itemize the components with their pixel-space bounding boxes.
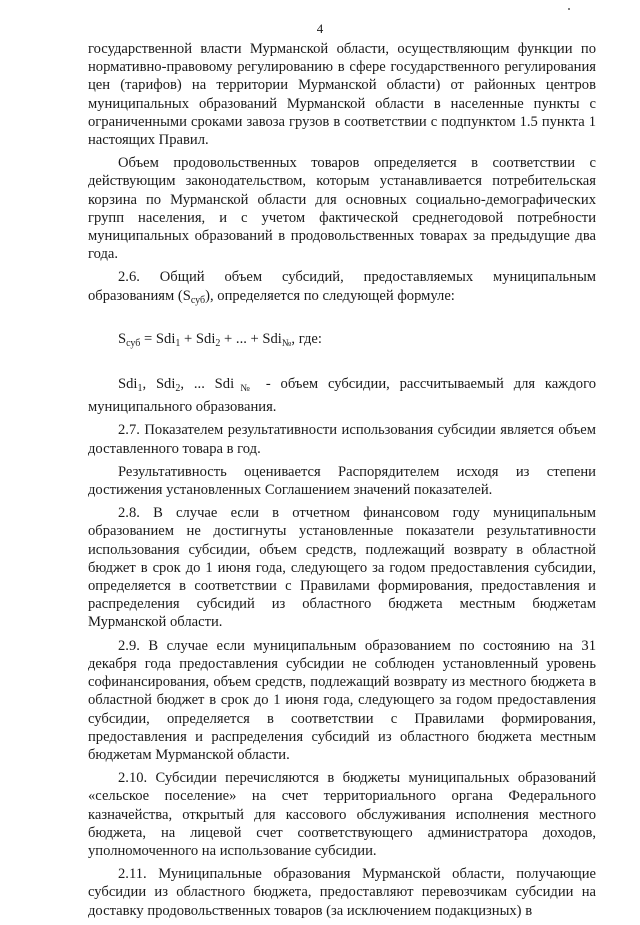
paragraph-2-6-subscript: суб [190,294,206,306]
paragraph-2-6-text: 2.6. Общий объем субсидий, предоставляемых муниципальным образованиям (S [88,269,596,304]
subsidy-formula [118,330,596,353]
paragraph-effectiveness: Результативность оценивается Распорядителем исходя из степени достижения установленных Соглашением значений показателей. [88,463,596,499]
paragraph-2-7: 2.7. Показателем результативности использования субсидии является объем доставленного товара в год. [88,422,596,457]
document-body [88,40,596,925]
formula-term-1: = Sdi [140,330,176,347]
definition-c: , ... Sdi [180,376,235,393]
paragraph-2-6-tail: ), определяется по следующей формуле: [205,287,455,304]
formula-term-n: + ... + Sdi [220,330,282,347]
formula-definition [88,375,596,416]
page-number: 4 [316,21,324,36]
definition-a: Sdi [118,376,138,393]
definition-text: - объем субсидии, рассчитываемый для каждого муниципального образования. [88,376,597,416]
formula-tail: , где: [291,330,322,347]
paragraph-2-9: 2.9. В случае если муниципальным образованием по состоянию на 31 декабря года предоставления субсидии не соблюден установленный уровень софинансирования, объем средств, подлежащий возврату из местного бюджета в областной бюджет в срок до 1 июня года, следующего за годом предоставления субсидии, определяется в соответствии с Правилами формирования, предоставления и распределения субсидий из областного бюджета местным бюджетам Мурманской области. [88,637,596,763]
paragraph-food-volume: Объем продовольственных товаров определяется в соответствии с действующим законодательством, которым устанавливается потребительская корзина по Мурманской области для основных социально-демографических групп населения, и с учетом фактической среднегодовой потребности муниципальных образований в продовольственных товарах за предыдущие два года. [88,155,596,263]
formula-lhs: S [118,330,127,347]
definition-b: , Sdi [142,376,176,393]
definition-a-subscript: 1 [137,383,143,395]
definition-c-subscript: № [234,383,257,395]
formula-lhs-subscript: суб [126,337,141,349]
scan-speck [568,8,570,10]
paragraph-2-11: 2.11. Муниципальные образования Мурманской области, получающие субсидии из областного бюджета, предоставляют перевозчикам субсидии на доставку продовольственных товаров (за исключением подакцизных) в [88,866,596,919]
paragraph-2-10: 2.10. Субсидии перечисляются в бюджеты муниципальных образований «сельское поселение» на счет территориального органа Федерального казначейства, открытый для кассового обслуживания исполнения местного бюджета, на лицевой счет соответствующего администратора доходов, уполномоченного на использование субсидии. [88,770,596,859]
paragraph-2-8: 2.8. В случае если в отчетном финансовом году муниципальным образованием не достигнуты установленные показатели результативности использования субсидии, объем средств, подлежащий возврату в областной бюджет в срок до 1 июня года, следующего за годом предоставления субсидии, определяется в соответствии с Правилами формирования, предоставления и распределения субсидий из областного бюджета местным бюджетам Мурманской области. [88,505,596,631]
formula-term-2: + Sdi [180,330,216,347]
paragraph-2-6 [88,268,596,309]
formula-term-n-subscript: № [281,337,292,349]
paragraph-continuation: государственной власти Мурманской области, осуществляющим функции по нормативно-правовому регулированию в сфере государственного регулирования цен (тарифов) на территории Мурманской области) от районных центров муниципальных образований Мурманской области в населенные пункты с ограниченными сроками завоза грузов в соответствии с подпунктом 1.5 пункта 1 настоящих Правил. [88,41,596,149]
formula-term-1-subscript: 1 [175,337,181,349]
formula-term-2-subscript: 2 [215,337,221,349]
definition-b-subscript: 2 [175,383,181,395]
